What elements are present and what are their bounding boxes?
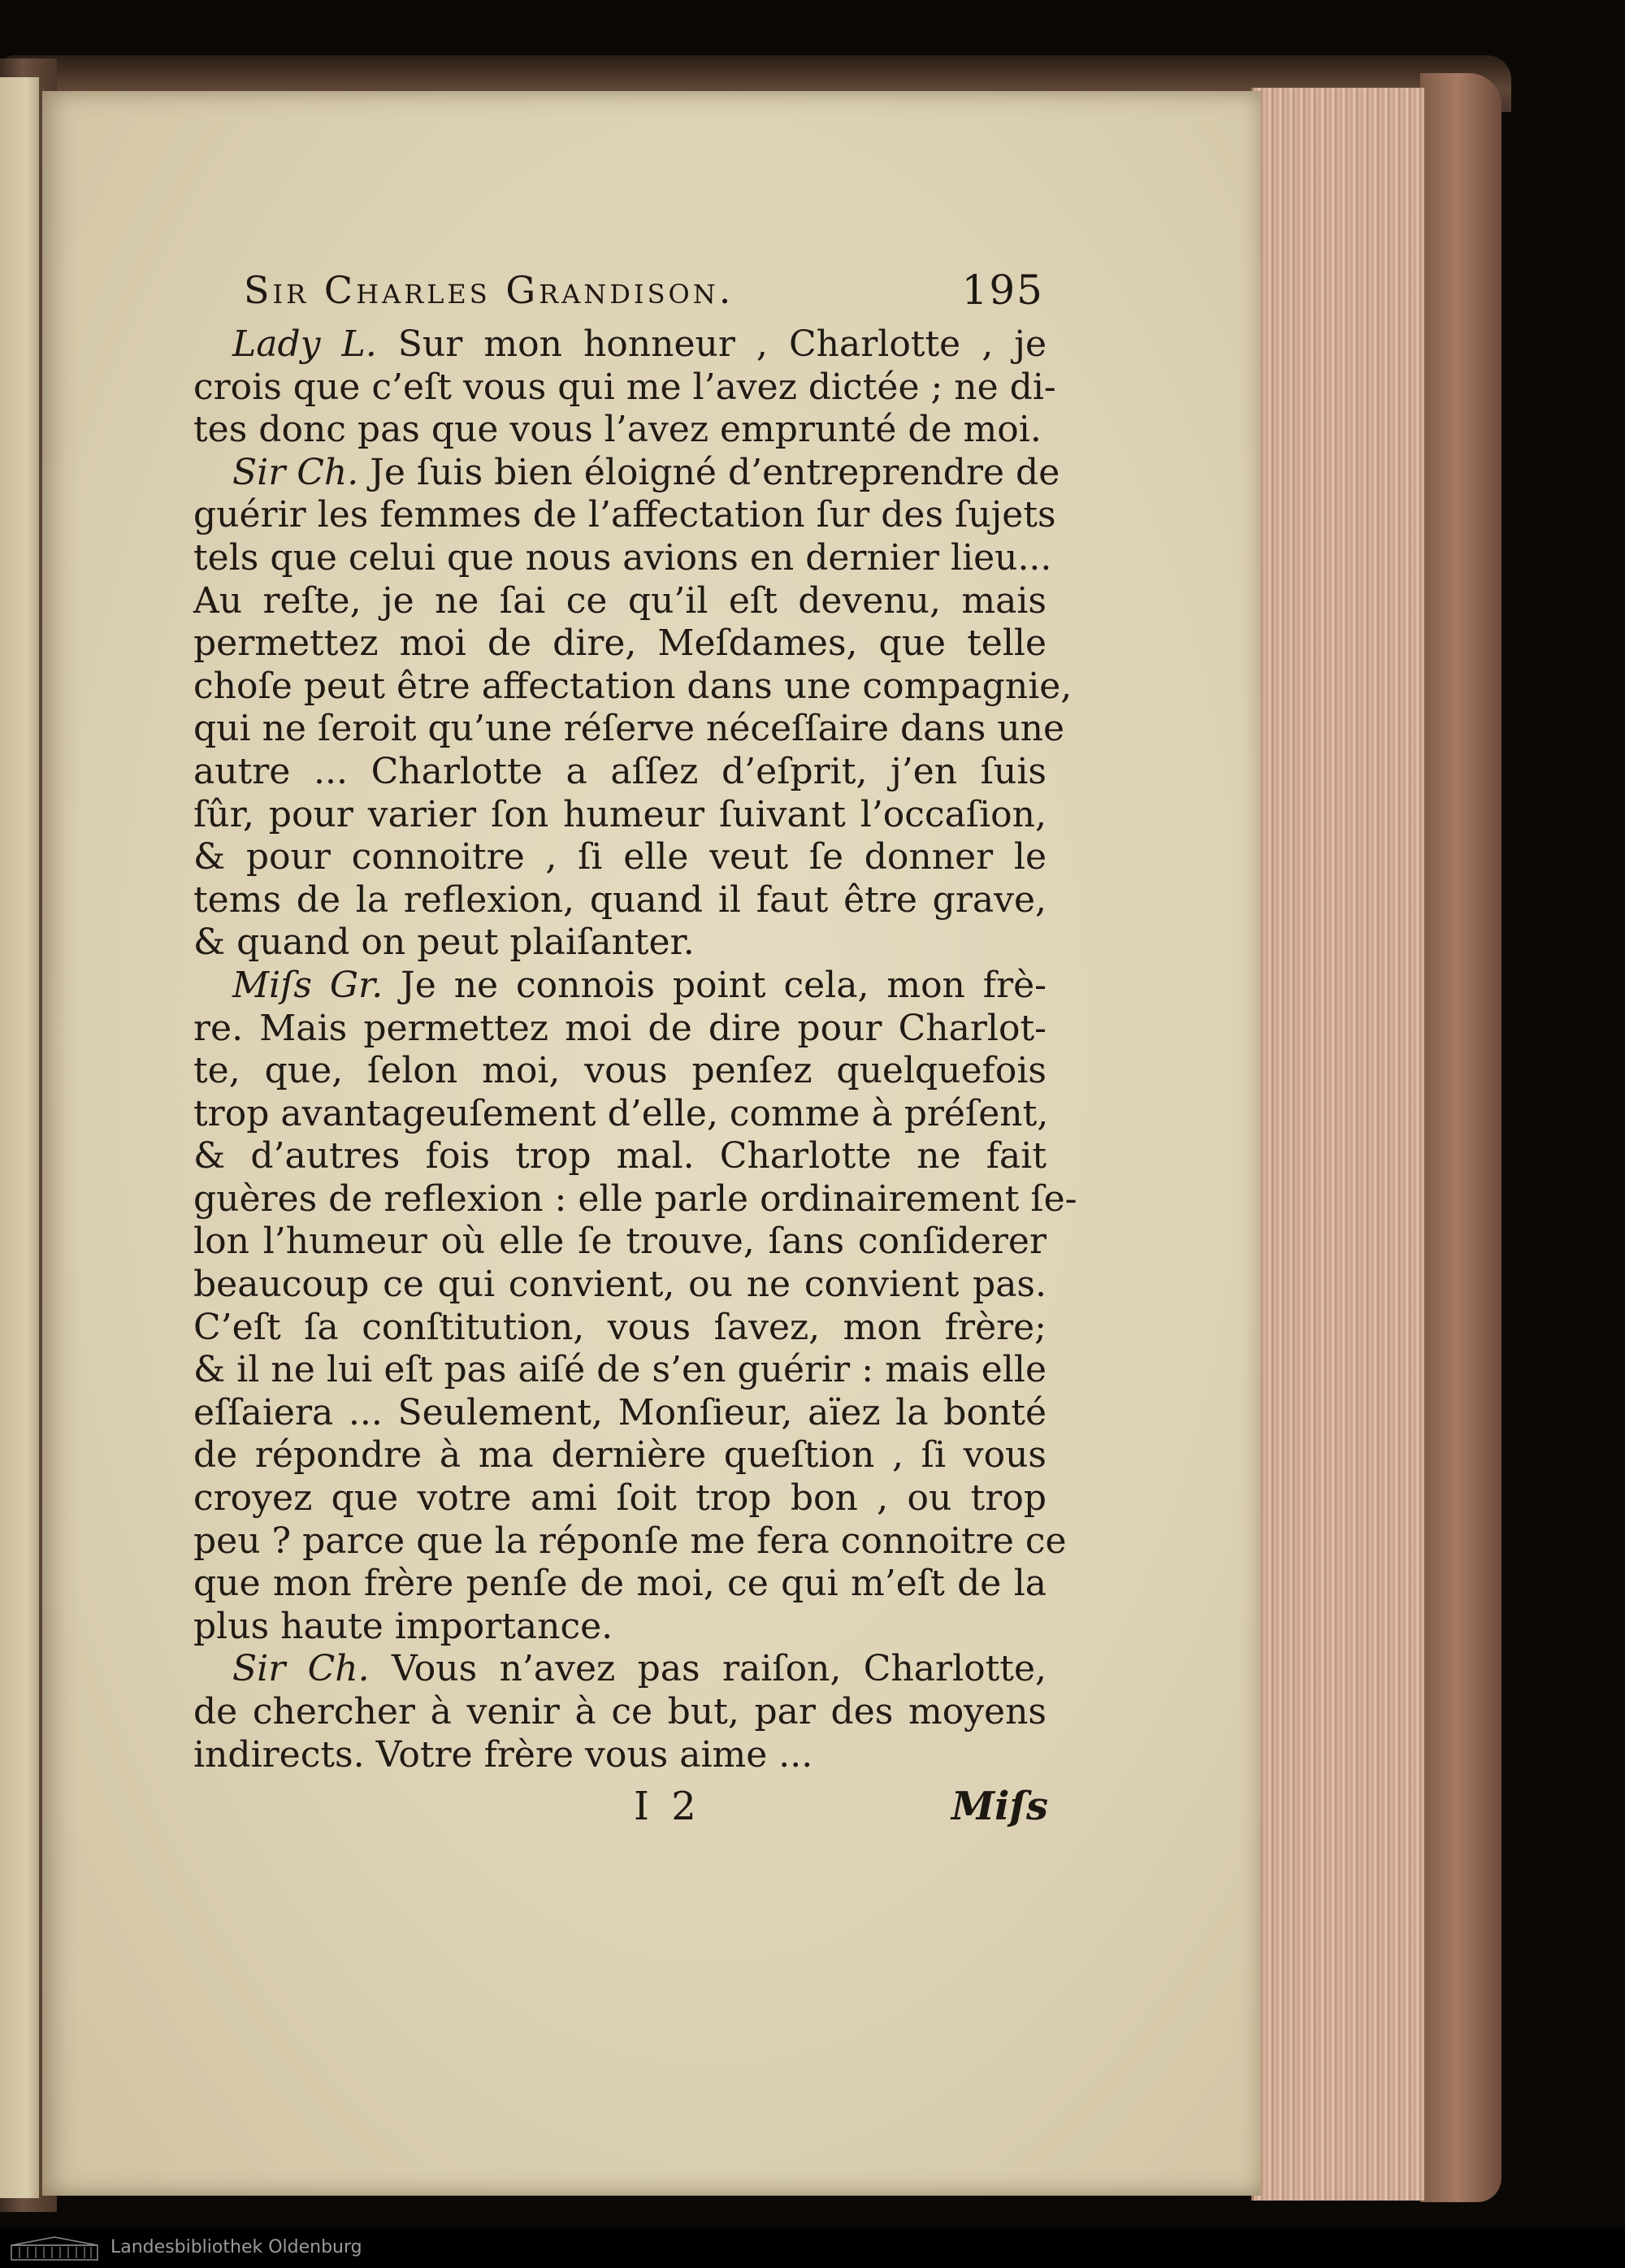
line-text: peu ? parce que la réponſe me fera connoitre ce [193, 1520, 1067, 1562]
text-line [193, 1221, 1046, 1264]
text-line [193, 879, 1046, 922]
line-text: plus haute importance. [193, 1605, 613, 1647]
text-line [193, 1135, 1046, 1178]
line-text: que mon frère penſe de moi, ce qui m’eſt de la [193, 1563, 1046, 1605]
text-line [193, 1392, 1046, 1435]
line-text: te, que, ſelon moi, vous penſez quelquefois [193, 1050, 1046, 1092]
text-line [193, 1264, 1046, 1307]
line-text: guérir les femmes de l’affectation ſur des ſujets [193, 494, 1056, 536]
line-text: eſſaiera ... Seulement, Monſieur, aïez la bonté [193, 1391, 1046, 1433]
catchword: Miſs [951, 1784, 1048, 1829]
text-line [193, 922, 1046, 965]
text-line [193, 1520, 1067, 1563]
text-line [193, 1008, 1046, 1051]
running-head [244, 262, 1044, 319]
text-line [193, 536, 1052, 580]
text-line [193, 580, 1046, 623]
library-building-logo-icon [10, 2235, 99, 2261]
line-text: Je ne connois point cela, mon frè- [383, 964, 1047, 1006]
body-text [193, 323, 1077, 1776]
line-text: permettez moi de dire, Meſdames, que telle [193, 622, 1046, 665]
book-cover-right [1420, 73, 1502, 2202]
text-line [193, 1177, 1077, 1221]
speaker-name: Sir Ch. [232, 1648, 370, 1690]
text-line [193, 622, 1046, 666]
running-head-title: Sir Charles Grandison. [244, 268, 734, 312]
line-text: Je ſuis bien éloigné d’entreprendre de [358, 451, 1060, 493]
text-line [193, 1434, 1046, 1477]
speaker-name: Miſs Gr. [232, 964, 384, 1006]
line-text: re. Mais permettez moi de dire pour Charlot- [193, 1007, 1046, 1049]
line-text: & d’autres fois trop mal. Charlotte ne fait [193, 1135, 1046, 1177]
text-line [193, 494, 1056, 537]
line-text: Au reſte, je ne ſai ce qu’il eſt devenu, mais [193, 579, 1046, 622]
library-footer-bar [0, 2227, 1625, 2268]
line-text: guères de reflexion : elle parle ordinairement ſe- [193, 1177, 1077, 1220]
text-line [193, 366, 1056, 410]
text-line [193, 836, 1046, 879]
text-line [193, 751, 1046, 794]
line-text: & quand on peut plaiſanter. [193, 922, 695, 964]
line-text: tels que celui que nous avions en dernier lieu... [193, 536, 1052, 579]
text-line [193, 1349, 1046, 1392]
line-text: tems de la reflexion, quand il faut être grave, [193, 878, 1046, 921]
line-text: choſe peut être affectation dans une compagnie, [193, 665, 1072, 707]
line-text: de répondre à ma dernière queſtion , ſi vous [193, 1434, 1046, 1477]
line-text: tes donc pas que vous l’avez emprunté de moi. [193, 409, 1042, 451]
text-line [193, 665, 1072, 709]
signature-mark: I 2 [634, 1784, 701, 1829]
page-footer [634, 1784, 1048, 1841]
text-line [193, 323, 1046, 366]
line-text: beaucoup ce qui convient, ou ne convient pas. [193, 1264, 1046, 1306]
page-number: 195 [961, 267, 1044, 314]
line-text: crois que c’eſt vous qui me l’avez dictée ; ne di- [193, 366, 1056, 408]
text-line [193, 708, 1065, 751]
line-text: & pour connoitre , ſi elle veut ſe donner le [193, 836, 1046, 878]
text-line [193, 409, 1046, 452]
text-line [193, 1050, 1046, 1093]
line-text: ſûr, pour varier ſon humeur ſuivant l’occaſion, [193, 793, 1046, 835]
page-edge-stack [1251, 88, 1424, 2201]
line-text: & il ne lui eſt pas aiſé de s’en guérir : mais elle [193, 1349, 1046, 1391]
line-text: Vous n’avez pas raiſon, Charlotte, [369, 1648, 1046, 1690]
line-text: qui ne ſeroit qu’une réſerve néceſſaire dans une [193, 708, 1065, 750]
speaker-name: Sir Ch. [232, 451, 359, 493]
line-text: C’eſt ſa conſtitution, vous ſavez, mon frère; [193, 1306, 1046, 1348]
text-line [193, 451, 1060, 495]
text-line [193, 965, 1046, 1008]
text-line [193, 1092, 1049, 1136]
line-text: trop avantageuſement d’elle, comme à préſent, [193, 1092, 1049, 1134]
speaker-name: Lady L. [232, 323, 377, 365]
library-name: Landesbibliothek Oldenburg [110, 2237, 362, 2257]
line-text: indirects. Votre frère vous aime ... [193, 1733, 813, 1776]
line-text: autre ... Charlotte a aſſez d’eſprit, j’en ſuis [193, 750, 1046, 792]
text-line [193, 1734, 1046, 1777]
text-line [193, 1691, 1046, 1734]
line-text: de chercher à venir à ce but, par des moyens [193, 1691, 1046, 1732]
text-line [193, 1606, 1046, 1649]
text-line [193, 1563, 1046, 1606]
previous-page-edge [0, 77, 39, 2198]
line-text: Sur mon honneur , Charlotte , je [376, 323, 1046, 365]
text-line [193, 1307, 1046, 1350]
line-text: lon l’humeur où elle ſe trouve, ſans conſiderer [193, 1221, 1046, 1263]
text-line [193, 1648, 1046, 1691]
line-text: croyez que votre ami ſoit trop bon , ou trop [193, 1477, 1046, 1520]
text-line [193, 794, 1046, 837]
text-line [193, 1477, 1046, 1520]
